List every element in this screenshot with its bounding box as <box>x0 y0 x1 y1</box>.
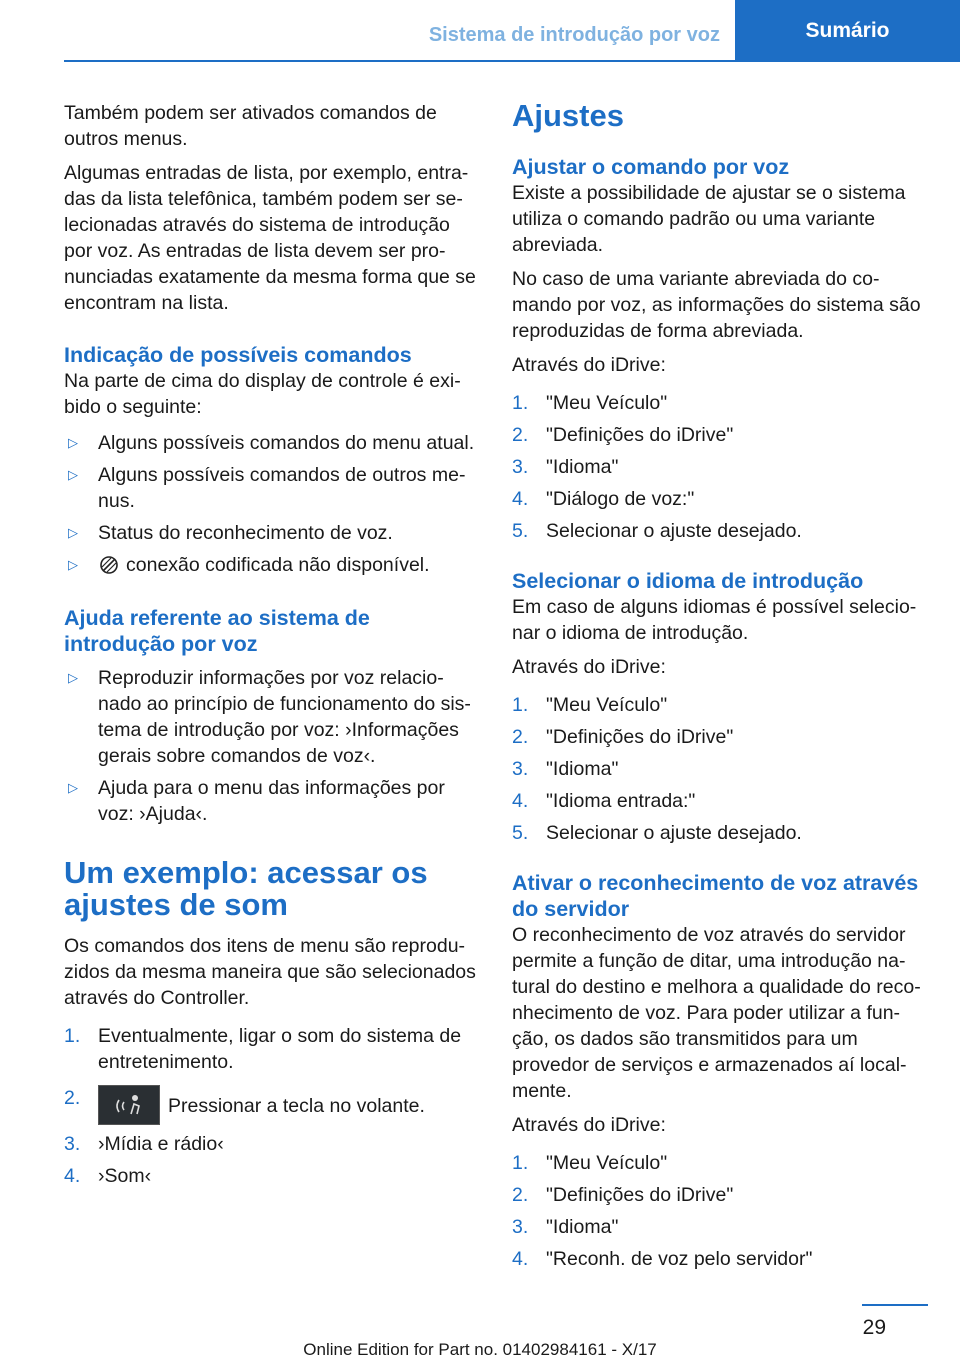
list-item: 4. ›Som‹ <box>64 1165 152 1187</box>
paragraph: Em caso de alguns idiomas é possível selecio-nar o idioma de introdução. <box>512 596 917 644</box>
list-item: 3. "Idioma" <box>512 1216 619 1238</box>
bullet-triangle-icon: ▷ <box>68 780 78 795</box>
paragraph: No caso de uma variante abreviada do co-mando por voz, as informações do sistema são reproduzidas de forma abreviada. <box>512 268 921 342</box>
list-item: 1. "Meu Veículo" <box>512 694 668 716</box>
exemplo-steps <box>64 1023 478 1189</box>
idrive-label: Através do iDrive: <box>512 1114 666 1136</box>
list-item: ▷ Alguns possíveis comandos de outros me-nus. <box>68 464 466 512</box>
heading-ajuda: Ajuda referente ao sistema de introdução por voz <box>64 606 370 656</box>
list-item: 1. "Meu Veículo" <box>512 392 668 414</box>
list-item: 4. "Reconh. de voz pelo servidor" <box>512 1248 813 1270</box>
list-item: 3. "Idioma" <box>512 456 619 478</box>
servidor-steps <box>512 1150 928 1272</box>
header-rule <box>64 60 736 62</box>
list-item: 4. "Idioma entrada:" <box>512 790 696 812</box>
bullet-triangle-icon: ▷ <box>68 670 78 685</box>
list-item: 5. Selecionar o ajuste desejado. <box>512 520 802 542</box>
paragraph: Também podem ser ativados comandos de outros menus. <box>64 102 437 150</box>
list-item: 2. "Definições do iDrive" <box>512 424 734 446</box>
idrive-label: Através do iDrive: <box>512 354 666 376</box>
paragraph: Existe a possibilidade de ajustar se o sistema utiliza o comando padrão ou uma variante abreviada. <box>512 182 906 256</box>
edition-note: Online Edition for Part no. 01402984161 - X/17 <box>303 1340 657 1359</box>
list-item: ▷ conexão codificada não disponível. <box>64 552 478 583</box>
ajuda-list <box>64 665 478 827</box>
paragraph: Na parte de cima do display de controle é exi-bido o seguinte: <box>64 370 461 418</box>
page-footer <box>0 1296 960 1362</box>
list-item: ▷ Ajuda para o menu das informações por voz: ›Ajuda‹. <box>68 777 445 825</box>
list-item: 3. "Idioma" <box>512 758 619 780</box>
indicacao-list <box>64 430 478 583</box>
list-item: 2. Pressionar a tecla no volante. <box>64 1085 478 1125</box>
list-item: 4. "Diálogo de voz:" <box>512 488 695 510</box>
list-item: ▷ Status do reconhecimento de voz. <box>68 522 393 544</box>
left-column <box>64 100 478 1203</box>
comando-steps <box>512 390 928 544</box>
paragraph: Os comandos dos itens de menu são reprodu-zidos da mesma maneira que são selecionados através do Controller. <box>64 935 476 1009</box>
list-item: 2. "Definições do iDrive" <box>512 726 734 748</box>
header-section-title: Sistema de introdução por voz <box>428 24 720 46</box>
list-item: ▷ Alguns possíveis comandos do menu atual. <box>68 432 475 454</box>
heading-comando: Ajustar o comando por voz <box>512 155 790 179</box>
heading-ajustes: Ajustes <box>512 98 624 133</box>
list-item: 5. Selecionar o ajuste desejado. <box>512 822 802 844</box>
bullet-triangle-icon: ▷ <box>68 467 78 482</box>
paragraph: O reconhecimento de voz através do servidor permite a função de ditar, uma introdução na-tural do destino e melhora a qualidade do reco-nhecimento de voz. Para poder utilizar a fun-ção, os dados são transmitidos para um provedor de serviços e armazenados aí local-mente. <box>512 924 921 1102</box>
page-number: 29 <box>862 1316 886 1339</box>
header-tab-sumario[interactable]: Sumário <box>735 0 960 62</box>
heading-idioma: Selecionar o idioma de introdução <box>512 569 864 593</box>
list-item: 1. "Meu Veículo" <box>512 1152 668 1174</box>
bullet-triangle-icon: ▷ <box>68 557 78 572</box>
heading-exemplo: Um exemplo: acessar os ajustes de som <box>64 855 428 922</box>
list-item: 2. "Definições do iDrive" <box>512 1184 734 1206</box>
page-header <box>0 0 960 62</box>
right-column <box>512 100 928 1286</box>
idrive-label: Através do iDrive: <box>512 656 666 678</box>
list-item: 1. Eventualmente, ligar o som do sistema de entretenimento. <box>64 1025 462 1073</box>
bullet-triangle-icon: ▷ <box>68 525 78 540</box>
encrypted-connection-unavailable-icon <box>98 554 120 583</box>
footer-rule <box>862 1304 928 1306</box>
paragraph: Algumas entradas de lista, por exemplo, entra-das da lista telefônica, também podem ser se-lecionadas através do sistema de introdução por voz. As entradas de lista devem ser pro-nunciadas exatamente da mesma forma que se encontram na lista. <box>64 162 476 314</box>
list-item: ▷ Reproduzir informações por voz relacio-nado ao princípio de funcionamento do sis-tema de introdução por voz: ›Informações gerais sobre comandos de voz‹. <box>68 667 471 767</box>
heading-indicacao: Indicação de possíveis comandos <box>64 343 412 367</box>
bullet-triangle-icon: ▷ <box>68 435 78 450</box>
heading-servidor: Ativar o reconhecimento de voz através do servidor <box>512 871 919 921</box>
list-item: 3. ›Mídia e rádio‹ <box>64 1133 224 1155</box>
idioma-steps <box>512 692 928 846</box>
steering-wheel-voice-button-icon <box>98 1085 160 1125</box>
